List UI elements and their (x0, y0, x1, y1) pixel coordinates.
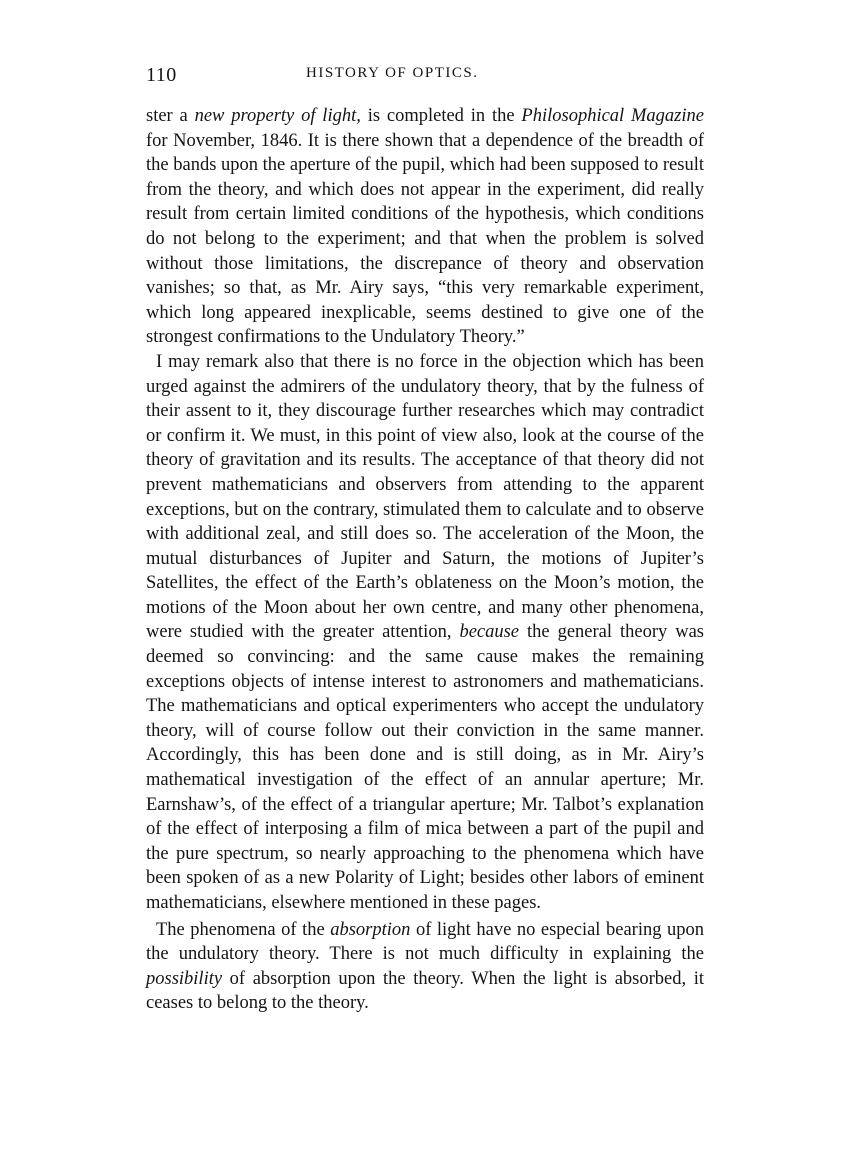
italic-segment: because (459, 622, 520, 643)
text-segment: I may remark also that there is no force in the objection which has been urged against the admirers of the undulatory theory, that by the fulness of their assent to it, they discourage further researches which may contradict or confirm it. We must, in this point of view also, look at the course of the theory of gravitation and its results. The acceptance of that theory did not prevent mathematicians and observers from attending to the apparent exceptions, but on the contrary, stimulated them to calculate and to observe with additional zeal, and still does so. The acceleration of the Moon, the mutual disturbances of Jupiter and Saturn, the motions of Jupiter’s Satellites, the effect of the Earth’s oblateness on the Moon’s motion, the motions of the Moon about her own centre, and many other phenomena, were studied with the greater attention, (146, 351, 704, 643)
italic-segment: possibility (146, 968, 223, 989)
paragraph-2 (146, 350, 704, 916)
running-title: HISTORY OF OPTICS. (306, 65, 479, 81)
italic-segment: Philosophical Magazine (521, 106, 704, 126)
text-segment: for November, 1846. It is there shown that a dependence of the breadth of the bands upon the aperture of the pupil, which had been supposed to result from the theory, and which does not appear in the experiment, did really result from certain limited conditions of the hypothesis, which conditions do not belong to the experiment; and that when the problem is solved without those limitations, the discrepance of theory and observation vanishes; so that, as Mr. Airy says, “this very remarkable experiment, which long appeared inexplicable, seems destined to give one of the strongest confirmations to the Undulatory Theory.” (146, 130, 704, 348)
text-segment: The phenomena of the (156, 919, 331, 940)
running-head (146, 64, 706, 88)
text-segment: the general theory was deemed so convincing: and the same cause makes the remaining exceptions objects of intense interest to astronomers and mathematicians. The mathematicians and optical experimenters who accept the undulatory theory, will of course follow out their conviction in the same manner. Accordingly, this has been done and is still doing, as in Mr. Airy’s mathematical investigation of the effect of an annular aperture; Mr. Earnshaw’s, of the effect of a triangular aperture; Mr. Talbot’s explanation of the effect of interposing a film of mica between a part of the pupil and the pure spectrum, so nearly approaching to the phenomena which have been spoken of as a new Polarity of Light; besides other labors of eminent mathematicians, elsewhere mentioned in these pages. (146, 622, 704, 913)
text-segment: is completed in the (360, 106, 522, 126)
page-number: 110 (146, 64, 177, 86)
italic-segment: new property of light, (194, 106, 361, 126)
body-text (146, 104, 704, 1016)
text-segment: of absorption upon the theory. When the light is absorbed, it ceases to belong to the theory. (146, 968, 704, 1014)
paragraph-3 (146, 918, 704, 1016)
italic-segment: absorption (330, 919, 411, 940)
text-segment: of light have no especial bearing upon the undulatory theory. There is not much difficulty in explaining the (146, 919, 704, 965)
text-segment: ster a (146, 106, 195, 126)
paragraph-1 (146, 104, 704, 350)
